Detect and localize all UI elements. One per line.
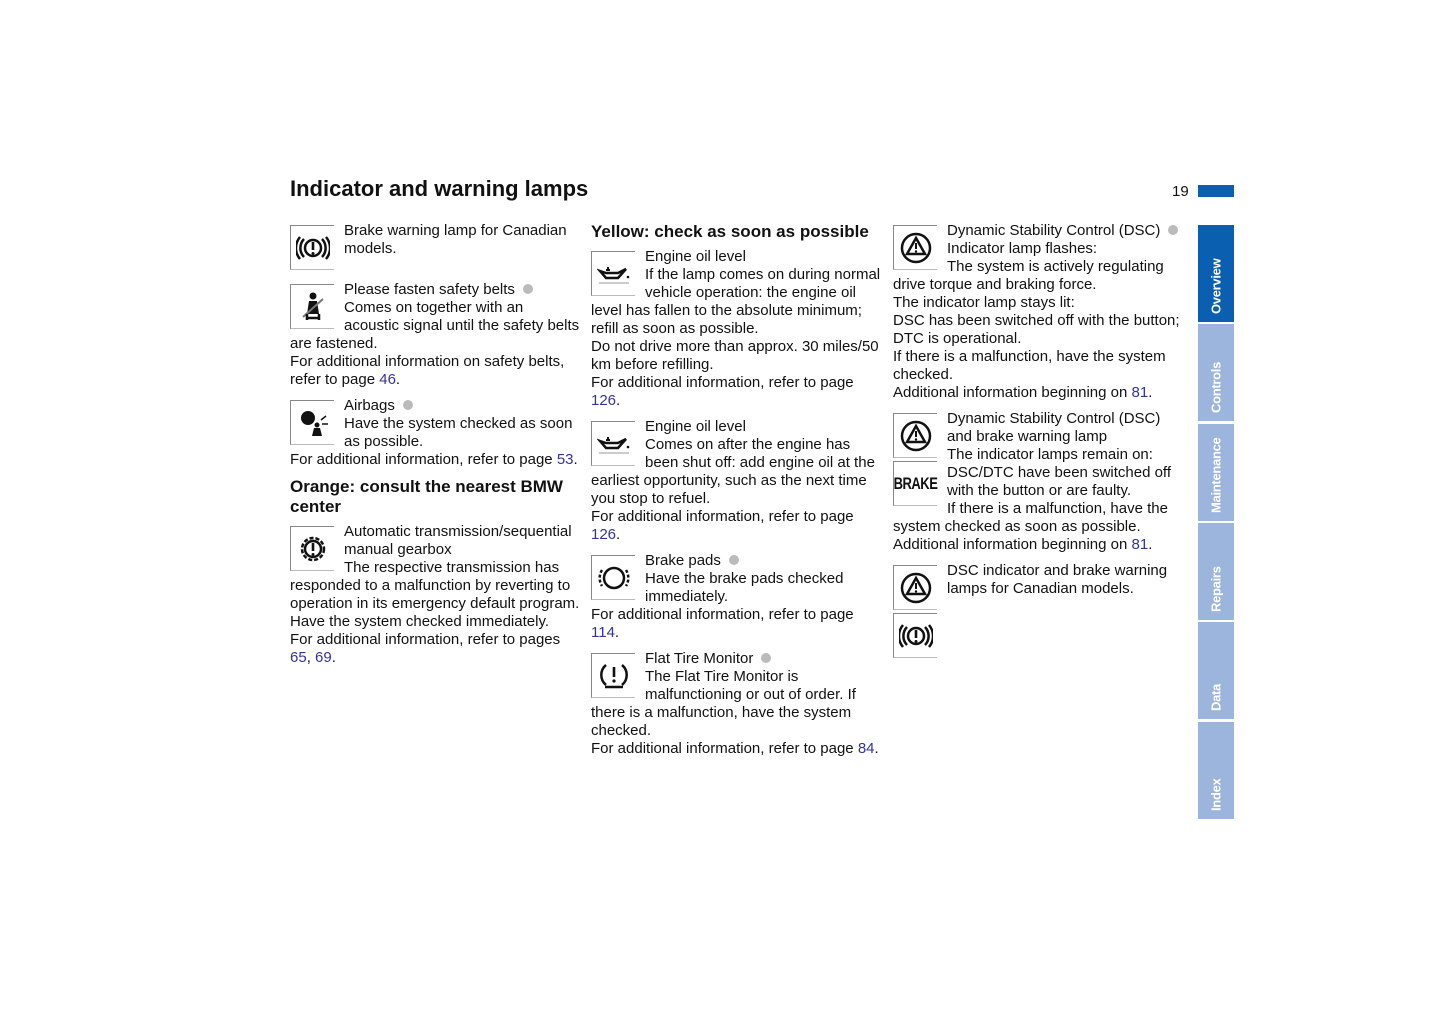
reference-suffix: . — [874, 740, 879, 757]
brake-label: BRAKE — [893, 473, 938, 493]
warning-lamp-entry — [893, 222, 1183, 402]
reference-prefix: For additional information, refer to page — [290, 451, 557, 468]
reference-suffix: . — [331, 649, 336, 666]
reference-line — [591, 508, 881, 544]
seatbelt-icon — [290, 284, 334, 329]
reference-line: For additional information, refer to pages 65, 69. — [290, 631, 561, 666]
reference-suffix: . — [395, 371, 401, 388]
reference-suffix: . — [1148, 384, 1153, 401]
gray-dot-icon — [761, 653, 771, 663]
page-link[interactable]: 81 — [1131, 384, 1149, 401]
page-link[interactable]: 53 — [556, 451, 574, 468]
reference-suffix: . — [614, 624, 620, 641]
entry-title-text: Please fasten safety belts — [344, 281, 515, 298]
page-link[interactable]: 126 — [591, 392, 617, 409]
reference-suffix: . — [1148, 536, 1153, 553]
entry-text: Have the brake pads checked immediately. — [645, 570, 844, 605]
section-heading: Orange: consult the nearest BMW center — [290, 477, 563, 516]
brake-pads-icon — [591, 555, 635, 600]
entry-title-text: Airbags — [344, 397, 395, 414]
tab-label: Data — [1208, 684, 1224, 712]
icon-group — [290, 397, 334, 448]
reference-prefix: For additional information, refer to page — [591, 508, 854, 525]
brake-text-icon — [893, 461, 937, 506]
page-link[interactable]: 126 — [591, 526, 617, 543]
gray-dot-icon — [523, 284, 533, 294]
warning-lamp-entry — [591, 650, 881, 758]
column-3 — [893, 222, 1183, 669]
column-1 — [290, 222, 580, 675]
warning-lamp-entry — [290, 523, 580, 667]
entry-text: The indicator lamps remain on: — [947, 446, 1153, 463]
flat-tire-icon — [591, 653, 635, 698]
page-number: 19 — [1172, 183, 1189, 200]
brake-warning-icon — [893, 613, 937, 658]
icon-group — [591, 248, 635, 299]
warning-lamp-entry — [591, 552, 881, 642]
gray-dot-icon — [1168, 225, 1178, 235]
gray-dot-icon — [729, 555, 739, 565]
reference-prefix: For additional information, refer to pages — [290, 631, 561, 648]
entry-title-text: Engine oil level — [645, 248, 746, 265]
reference-suffix: . — [573, 451, 578, 468]
entry-text: If there is a malfunction, have the system checked as soon as possible. — [893, 500, 1168, 535]
icon-group — [893, 562, 937, 661]
entry-text: The respective transmission has responded to a malfunction by reverting to operation in its emergency default program. Have the system checked immediately. — [290, 559, 580, 630]
entry-text: Do not drive more than approx. 30 miles/50 km before refilling. — [591, 338, 879, 373]
airbag-icon — [290, 400, 334, 445]
reference-prefix: For additional information on safety belts, refer to page — [290, 353, 565, 388]
reference-line — [290, 353, 580, 389]
reference-prefix: For additional information, refer to page — [591, 740, 858, 757]
tab-controls[interactable] — [1198, 324, 1234, 421]
section-heading: Yellow: check as soon as possible — [591, 222, 869, 241]
reference-suffix: . — [616, 392, 621, 409]
warning-lamp-entry — [591, 248, 881, 410]
entry-text: Have the system checked as soon as possible. — [344, 415, 573, 450]
icon-group — [290, 222, 334, 273]
warning-lamp-entry — [893, 410, 1183, 554]
entry-title-text: Engine oil level — [645, 418, 746, 435]
gray-dot-icon — [403, 400, 413, 410]
warning-lamp-entry — [290, 222, 580, 273]
warning-lamp-entry — [290, 397, 580, 469]
warning-lamp-entry — [290, 281, 580, 389]
tab-data[interactable] — [1198, 622, 1234, 719]
entry-text: DSC/DTC have been switched off with the button or are faulty. — [947, 464, 1171, 499]
reference-line — [591, 374, 881, 410]
entry-title-text: Brake warning lamp for Canadian models. — [344, 222, 567, 257]
oil-can-icon — [591, 421, 635, 466]
reference-line — [591, 740, 881, 758]
page-link[interactable]: 84 — [857, 740, 875, 757]
entry-text: Indicator lamp flashes: — [947, 240, 1098, 257]
icon-group — [591, 650, 635, 701]
page-title: Indicator and warning lamps — [290, 176, 589, 201]
reference-prefix: For additional information, refer to page — [591, 606, 854, 623]
tab-overview[interactable] — [1198, 225, 1234, 322]
brake-warning-icon — [290, 225, 334, 270]
page-marker-bar — [1198, 185, 1234, 197]
entry-text: The system is actively regulating drive torque and braking force. — [893, 258, 1164, 293]
reference-line — [591, 606, 881, 642]
entry-title-text: Dynamic Stability Control (DSC) — [947, 222, 1161, 239]
icon-group — [290, 523, 334, 574]
icon-group — [591, 418, 635, 469]
tab-label: Maintenance — [1208, 437, 1224, 513]
page-link[interactable]: 114 — [591, 624, 615, 641]
reference-prefix: Additional information beginning on — [893, 384, 1132, 401]
icon-group — [893, 410, 937, 509]
warning-lamp-entry — [591, 418, 881, 544]
reference-line — [893, 536, 1183, 554]
tab-index[interactable] — [1198, 722, 1234, 819]
reference-prefix: For additional information, refer to page — [591, 374, 854, 391]
column-2 — [591, 222, 881, 766]
entry-title-text: Brake pads — [645, 552, 721, 569]
entry-title-text: Flat Tire Monitor — [645, 650, 754, 667]
reference-line — [290, 451, 580, 469]
entry-text: If the lamp comes on during normal vehicle operation: the engine oil level has fallen to the absolute minimum; refill as soon as possible. — [591, 266, 881, 337]
entry-title-text: Dynamic Stability Control (DSC) and brake warning lamp — [947, 410, 1161, 445]
transmission-icon — [290, 526, 334, 571]
reference-line — [893, 384, 1183, 402]
tab-repairs[interactable] — [1198, 523, 1234, 620]
entry-title-text: DSC indicator and brake warning lamps for Canadian models. — [947, 562, 1168, 597]
warning-lamp-entry — [893, 562, 1183, 661]
dsc-warning-icon — [893, 565, 937, 610]
oil-can-icon — [591, 251, 635, 296]
reference-suffix: . — [616, 526, 621, 543]
entry-text: Comes on after the engine has been shut off: add engine oil at the earliest opportunity, such as the next time you stop to refuel. — [591, 436, 875, 507]
entry-text: Comes on together with an acoustic signal until the safety belts are fastened. — [290, 299, 580, 352]
tab-maintenance[interactable] — [1198, 424, 1234, 521]
reference-prefix: Additional information beginning on — [893, 536, 1132, 553]
entry-title-text: Automatic transmission/sequential manual gearbox — [344, 523, 572, 558]
tab-label: Index — [1208, 778, 1224, 811]
icon-group — [591, 552, 635, 603]
dsc-warning-icon — [893, 413, 937, 458]
icon-group — [893, 222, 937, 273]
entry-text: DSC has been switched off with the button; DTC is operational. — [893, 312, 1180, 347]
page-link[interactable]: 65 — [290, 649, 307, 666]
tab-label: Repairs — [1208, 566, 1224, 612]
tab-label: Overview — [1208, 258, 1224, 314]
page-link[interactable]: 69 — [315, 649, 332, 666]
page-link[interactable]: 46 — [379, 371, 396, 388]
icon-group — [290, 281, 334, 332]
entry-text: The indicator lamp stays lit: — [893, 294, 1075, 311]
page-link[interactable]: 81 — [1131, 536, 1149, 553]
tab-label: Controls — [1208, 362, 1224, 414]
entry-text: If there is a malfunction, have the system checked. — [893, 348, 1166, 383]
dsc-warning-icon — [893, 225, 937, 270]
entry-text: The Flat Tire Monitor is malfunctioning or out of order. If there is a malfunction, have the system checked. — [591, 668, 856, 739]
